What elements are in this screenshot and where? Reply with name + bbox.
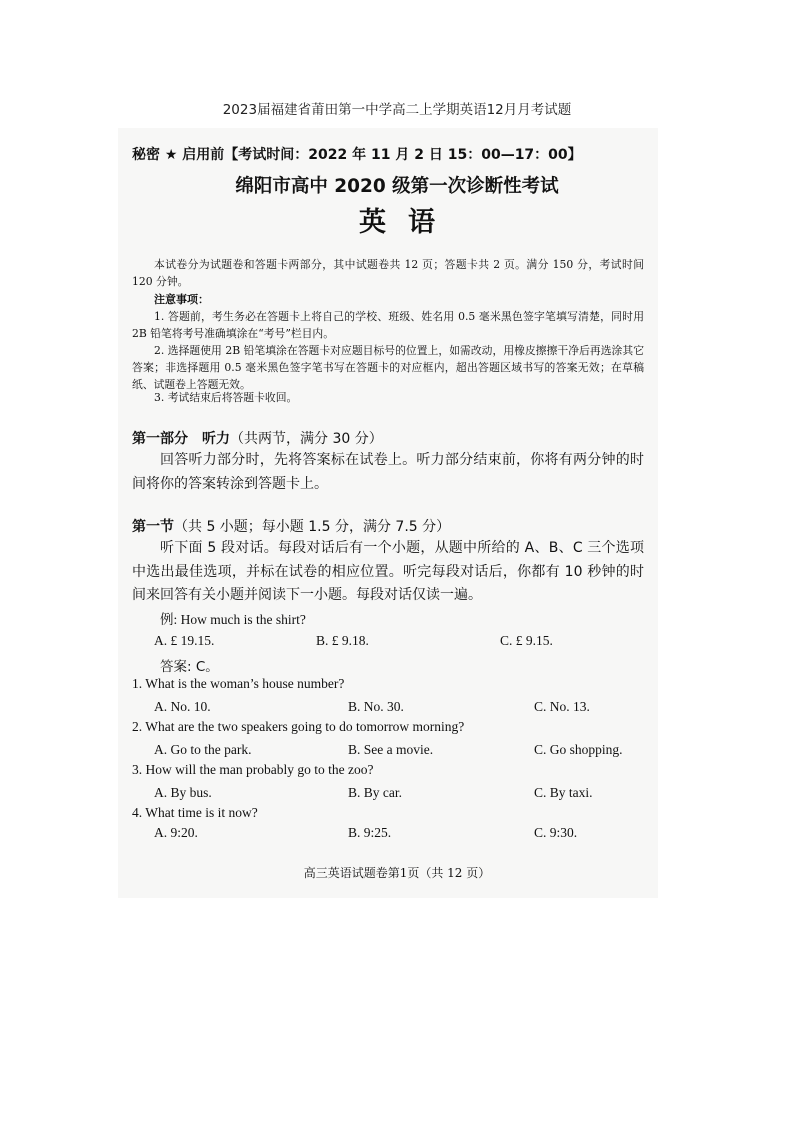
q4-option-b: B. 9:25. <box>348 825 392 840</box>
example-option-a: A. £ 19.15. <box>154 633 215 648</box>
example-option-b: B. £ 9.18. <box>316 633 369 648</box>
q3-option-a: A. By bus. <box>154 785 212 800</box>
notice-item: 3. 考试结束后将答题卡收回。 <box>154 391 298 404</box>
exam-title: 绵阳市高中 2020 级第一次诊断性考试 <box>235 176 559 197</box>
exam-intro: 本试卷分为试题卷和答题卡两部分，其中试题卷共 12 页；答题卡共 2 页。满分 150 分，考试时间 120 分钟。 <box>132 258 644 289</box>
question-3: 3. How will the man probably go to the zoo? <box>132 762 374 777</box>
section1-title: 第一节 <box>132 519 174 535</box>
example-question: 例: How much is the shirt? <box>160 612 306 627</box>
part1-score: （共两节，满分 30 分） <box>230 431 383 447</box>
q2-option-c: C. Go shopping. <box>534 742 623 757</box>
q1-option-c: C. No. 13. <box>534 699 590 714</box>
q4-option-a: A. 9:20. <box>154 825 198 840</box>
question-1: 1. What is the woman’s house number? <box>132 676 345 691</box>
part1-heading <box>132 428 383 448</box>
example-answer: 答案: C。 <box>160 659 219 675</box>
subject-title: 英语 <box>359 207 457 238</box>
section1-description: 听下面 5 段对话。每段对话后有一个小题，从题中所给的 A、B、C 三个选项中选出最佳选项，并标在试卷的相应位置。听完每段对话后，你都有 10 秒钟的时间来回答有关小题并阅读下一小题。每段对话仅读一遍。 <box>132 540 644 603</box>
question-2: 2. What are the two speakers going to do tomorrow morning? <box>132 719 465 734</box>
part1-description: 回答听力部分时，先将答案标在试卷上。听力部分结束前，你将有两分钟的时间将你的答案转涂到答题卡上。 <box>132 452 644 492</box>
notice-item: 1. 答题前，考生务必在答题卡上将自己的学校、班级、姓名用 0.5 毫米黑色签字笔填写清楚，同时用 2B 铅笔将考号准确填涂在“考号”栏目内。 <box>132 310 644 341</box>
page-footer: 高三英语试题卷第1页（共 12 页） <box>303 866 491 880</box>
example-option-c: C. £ 9.15. <box>500 633 553 648</box>
scanned-exam-page <box>118 128 658 898</box>
q4-option-c: C. 9:30. <box>534 825 578 840</box>
confidential-notice: 秘密 ★ 启用前【考试时间：2022 年 11 月 2 日 15：00—17：00】 <box>132 147 582 163</box>
notice-title <box>154 291 666 308</box>
q2-option-b: B. See a movie. <box>348 742 434 757</box>
section1-score: （共 5 小题；每小题 1.5 分，满分 7.5 分） <box>174 519 451 535</box>
notice-item: 2. 选择题使用 2B 铅笔填涂在答题卡对应题目标号的位置上，如需改动，用橡皮擦擦干净后再选涂其它答案；非选择题用 0.5 毫米黑色签字笔书写在答题卡的对应框内，超出答题区域书写的答案无效；在草稿纸、试题卷上答题无效。 <box>132 344 644 392</box>
q1-option-a: A. No. 10. <box>154 699 211 714</box>
section1-heading <box>132 516 450 536</box>
q1-option-b: B. No. 30. <box>348 699 404 714</box>
q3-option-c: C. By taxi. <box>534 785 593 800</box>
q3-option-b: B. By car. <box>348 785 402 800</box>
document-header: 2023届福建省莆田第一中学高二上学期英语12月月考试题 <box>222 102 572 118</box>
part1-title: 第一部分 听力 <box>132 431 230 447</box>
notice-heading: 注意事项： <box>154 293 209 306</box>
q2-option-a: A. Go to the park. <box>154 742 252 757</box>
question-4: 4. What time is it now? <box>132 805 258 820</box>
